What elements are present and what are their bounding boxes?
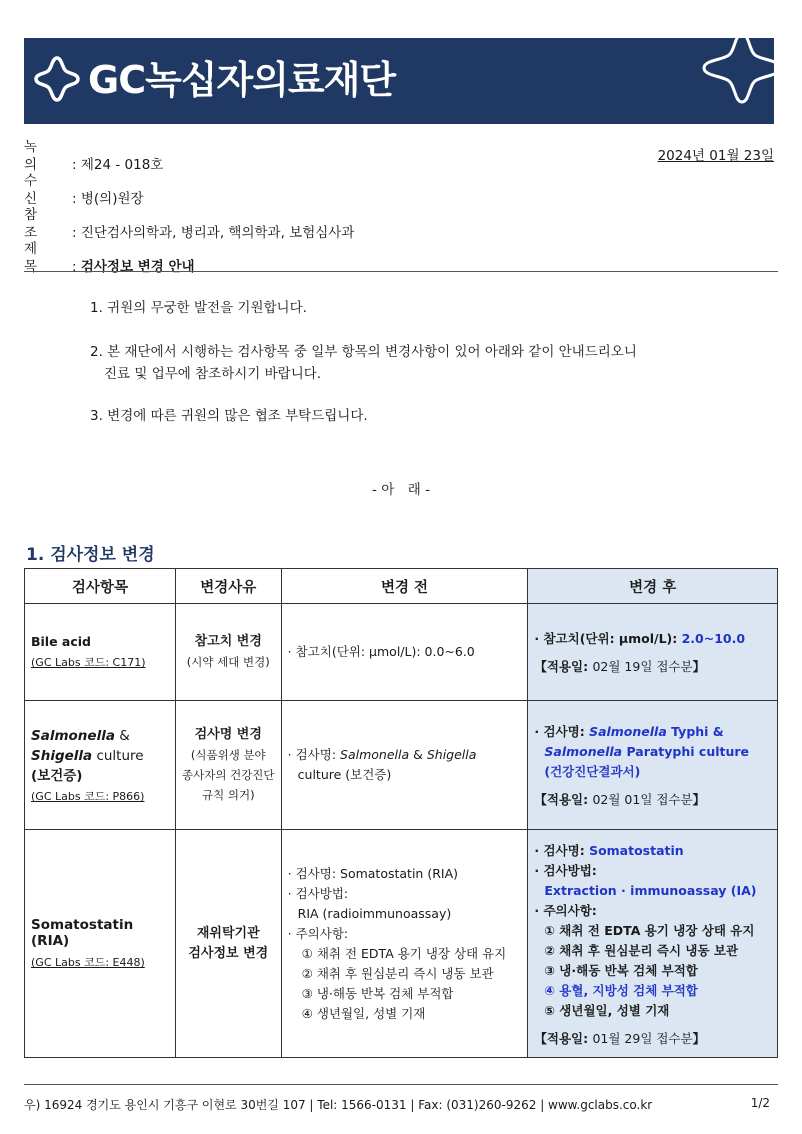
after-caution-new: ④ 용혈, 지방성 검체 부적합 [544, 982, 698, 998]
apply-date-line [534, 657, 771, 675]
apply-end: 】 [692, 792, 706, 807]
before-line: ③ 냉·해동 반복 검체 부적합 [301, 985, 454, 1001]
after-cell [528, 701, 778, 830]
before-cell [281, 830, 528, 1058]
reason-cell [175, 701, 281, 830]
before-salmonella: Salmonella [340, 747, 410, 762]
apply-date: 02월 19일 접수분 [592, 659, 693, 674]
reason-sub-3: 규칙 의거) [201, 788, 255, 802]
paragraph-3: 3. 변경에 따른 귀원의 많은 협조 부탁드립니다. [90, 408, 368, 424]
apply-end: 】 [692, 659, 706, 674]
header-before: 변경 전 [281, 569, 528, 604]
reason-cell [175, 830, 281, 1058]
after-salmonella-2: Salmonella [544, 744, 623, 759]
header-reason: 변경사유 [175, 569, 281, 604]
recipient-label: 수신 [24, 173, 62, 207]
after-caution: ⑤ 생년월일, 성별 기재 [544, 1002, 670, 1018]
item-name: Bile acid [31, 634, 92, 649]
recipient-line: 수신 : 병(의)원장 [24, 173, 144, 207]
paragraph-1: 1. 귀원의 무궁한 발전을 기원합니다. [90, 300, 307, 316]
apply-date: 02월 01일 접수분 [592, 792, 693, 807]
footer [24, 1096, 770, 1113]
reason-sub-2: 종사자의 건강진단 [182, 768, 275, 782]
paragraph-2b: 진료 및 업무에 참조하시기 바랍니다. [104, 366, 322, 382]
apply-label: 【적용일: [534, 1030, 593, 1046]
before-line-2: culture (보건증) [297, 767, 392, 782]
after-caution: ① 채취 전 EDTA 용기 냉장 상태 유지 [544, 922, 755, 938]
reason-main: 참고치 변경 [194, 634, 262, 649]
after-typhi: Typhi & [666, 724, 724, 739]
footer-address: 우) 16924 경기도 용인시 기흥구 이현로 30번길 107 | Tel: 1566-0131 | Fax: (031)260-9262 | www.gclabs.co.kr [24, 1098, 653, 1112]
doc-number-label: 녹의 [24, 139, 62, 173]
item-cell [25, 830, 176, 1058]
item-name: Somatostatin (RIA) [31, 917, 134, 949]
before-line: ④ 생년월일, 성별 기재 [301, 1005, 426, 1021]
before-line: · 주의사항: [287, 925, 349, 941]
before-line: ① 채취 전 EDTA 용기 냉장 상태 유지 [301, 945, 507, 961]
after-caution: ② 채취 후 원심분리 즉시 냉동 보관 [544, 942, 739, 958]
table-row [25, 604, 778, 701]
section-title: 1. 검사정보 변경 [26, 545, 155, 565]
after-name-label: · 검사명: [534, 842, 590, 858]
apply-date: 01월 29일 접수분 [592, 1030, 693, 1046]
subject-line: 제목 : 검사정보 변경 안내 [24, 241, 195, 275]
after-caution-label: · 주의사항: [534, 902, 597, 918]
header-divider [24, 271, 778, 272]
org-name: GC녹십자의료재단 [88, 58, 396, 102]
after-value: 2.0~10.0 [681, 631, 746, 646]
item-cell [25, 604, 176, 701]
item-cell [25, 701, 176, 830]
before-cell [281, 701, 528, 830]
reference-label: 참조 [24, 207, 62, 241]
item-name-amp: & [114, 728, 130, 744]
reason-main: 검사명 변경 [194, 727, 262, 742]
after-method: Extraction · immunoassay (IA) [544, 882, 757, 898]
table-row [25, 830, 778, 1058]
item-name-shigella: Shigella [31, 748, 93, 764]
item-code: (GC Labs 코드: E448) [31, 956, 145, 969]
after-cell [528, 830, 778, 1058]
after-cell [528, 604, 778, 701]
recipient-value: 병(의)원장 [80, 191, 144, 207]
doc-number-value: 제24 - 018호 [80, 157, 164, 173]
before-line: RIA (radioimmunoassay) [297, 905, 452, 921]
gc-logo-icon [32, 54, 82, 104]
reference-value: 진단검사의학과, 병리과, 핵의학과, 보험심사과 [80, 225, 355, 241]
doc-number-line: 녹의 : 제24 - 018호 [24, 139, 164, 173]
item-code: (GC Labs 코드: P866) [31, 790, 145, 803]
paragraph-2a: 2. 본 재단에서 시행하는 검사항목 중 일부 항목의 변경사항이 있어 아래와 같이 안내드리오니 [90, 344, 637, 360]
before-line: · 검사방법: [287, 885, 349, 901]
reason-main-2: 검사정보 변경 [188, 945, 269, 961]
item-code: (GC Labs 코드: C171) [31, 656, 146, 669]
after-name: Somatostatin [589, 842, 684, 858]
after-method-label: · 검사방법: [534, 862, 597, 878]
after-label: · 참고치(단위: μmol/L): [534, 631, 682, 646]
header-item: 검사항목 [25, 569, 176, 604]
subject-value: 검사정보 변경 안내 [80, 259, 195, 275]
after-paratyphi: Paratyphi culture [622, 744, 750, 759]
reason-sub-1: (식품위생 분야 [190, 748, 266, 762]
apply-end: 】 [692, 1030, 706, 1046]
header-after: 변경 후 [528, 569, 778, 604]
doc-date: 2024년 01월 23일 [657, 148, 774, 164]
before-line: · 검사명: Somatostatin (RIA) [287, 865, 459, 881]
reason-cell [175, 604, 281, 701]
reference-line: 참조 : 진단검사의학과, 병리과, 핵의학과, 보험심사과 [24, 207, 355, 241]
item-name-salmonella: Salmonella [31, 728, 115, 744]
item-name-suffix: (보건증) [31, 768, 83, 784]
after-salmonella-1: Salmonella [589, 724, 667, 739]
reason-main-1: 재위탁기관 [196, 925, 260, 941]
apply-label: 【적용일: [534, 792, 593, 807]
change-table [24, 568, 778, 1058]
apply-date-line [534, 790, 771, 808]
after-label: · 검사명: [534, 724, 590, 739]
after-caution: ③ 냉·해동 반복 검체 부적합 [544, 962, 698, 978]
before-cell [281, 604, 528, 701]
reason-sub: (시약 세대 변경) [186, 655, 270, 669]
header-banner [24, 38, 774, 124]
table-row [25, 701, 778, 830]
table-header-row [25, 569, 778, 604]
before-line: · 참고치(단위: μmol/L): 0.0~6.0 [287, 644, 475, 659]
subject-label: 제목 [24, 241, 62, 275]
arae-heading: - 아 래 - [372, 482, 430, 498]
before-amp: & [409, 747, 427, 762]
apply-date-line [534, 1029, 771, 1047]
corner-logo-icon [692, 38, 774, 124]
before-label: · 검사명: [287, 747, 341, 762]
item-name-culture: culture [92, 748, 144, 764]
footer-divider [24, 1084, 778, 1085]
page-number: 1/2 [750, 1096, 770, 1110]
apply-label: 【적용일: [534, 659, 593, 674]
before-line: ② 채취 후 원심분리 즉시 냉동 보관 [301, 965, 494, 981]
after-suffix: (건강진단결과서) [544, 764, 641, 779]
before-shigella: Shigella [426, 747, 477, 762]
